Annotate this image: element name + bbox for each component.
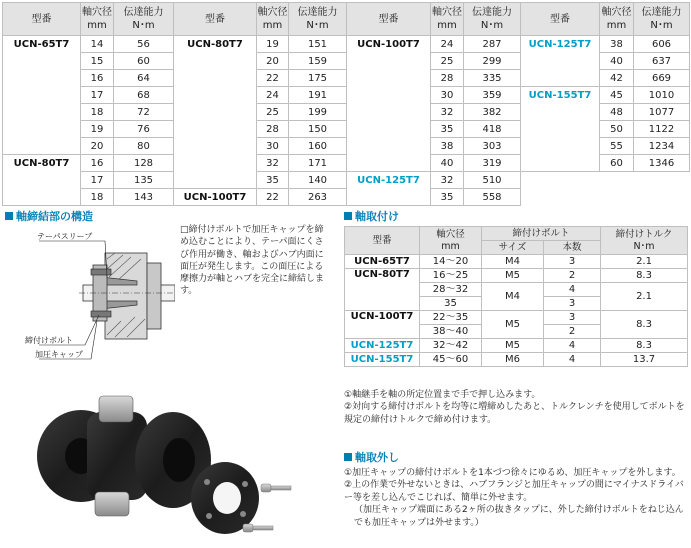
spec-capacity: 191 — [289, 87, 347, 104]
spec-header-bore: 軸穴径 mm — [81, 3, 114, 36]
spec-capacity: 159 — [289, 53, 347, 70]
square-bullet-icon — [344, 453, 352, 461]
spec-bore: 32 — [431, 104, 464, 121]
spec-bore: 17 — [81, 172, 114, 189]
spec-bore: 15 — [81, 53, 114, 70]
mounting-notes — [344, 389, 689, 426]
taper-sleeve-label: テーパスリーブ — [37, 232, 93, 241]
spec-header-capacity: 伝達能力 N･m — [289, 3, 347, 36]
spec-bore: 18 — [81, 189, 114, 206]
removal-note-2: ②上の作業で外せないときは、ハブフランジと加圧キャップの間にマイナスドライバー等を差し込んでこじれば、簡単に外せます。 — [344, 480, 684, 503]
spec-bore: 35 — [431, 189, 464, 206]
mounting-header-torque: 締付けトルク N･m — [601, 227, 688, 255]
mounting-row: 28〜32 M4 4 2.1 — [345, 283, 688, 297]
square-bullet-icon — [5, 212, 13, 220]
spec-bore: 18 — [81, 104, 114, 121]
spec-capacity: 606 — [634, 36, 690, 53]
spec-bore: 50 — [600, 121, 634, 138]
spec-capacity: 637 — [634, 53, 690, 70]
mounting-header-row — [345, 227, 688, 241]
coupling-cross-section-illustration — [5, 225, 175, 377]
mounting-row: UCN-100T7 22〜35 M5 3 8.3 — [345, 311, 688, 325]
structure-diagram — [5, 225, 175, 377]
spec-bore: 45 — [600, 87, 634, 104]
spec-model: UCN-100T7 — [174, 189, 257, 206]
spec-bore: 35 — [257, 172, 289, 189]
spec-capacity: 72 — [114, 104, 174, 121]
mounting-note-2: ②対向する締付けボルトを均等に増締めしたあと、トルクレンチを使用してボルトを規定の締付けトルクで締め付けます。 — [344, 402, 685, 425]
spec-capacity: 68 — [114, 87, 174, 104]
spec-capacity: 140 — [289, 172, 347, 189]
removal-heading: 軸取外し — [344, 449, 399, 465]
spec-capacity: 1234 — [634, 138, 690, 155]
spec-model: UCN-125T7 — [347, 172, 431, 189]
spec-header-model: 型番 — [3, 3, 81, 36]
mounting-header-count: 本数 — [544, 241, 601, 255]
mounting-row: UCN-65T7 14〜20 M4 3 2.1 — [345, 255, 688, 269]
spec-capacity: 1077 — [634, 104, 690, 121]
spec-capacity: 287 — [464, 36, 521, 53]
spec-bore: 30 — [431, 87, 464, 104]
spec-bore: 28 — [431, 70, 464, 87]
spec-capacity: 669 — [634, 70, 690, 87]
product-photo — [3, 384, 330, 546]
spec-capacity: 1346 — [634, 155, 690, 172]
spec-bore: 28 — [257, 121, 289, 138]
spec-row — [3, 189, 690, 206]
spec-capacity: 171 — [289, 155, 347, 172]
spec-bore: 19 — [257, 36, 289, 53]
square-bullet-icon — [344, 212, 352, 220]
spec-bore: 32 — [257, 155, 289, 172]
mounting-header-bore: 軸穴径 mm — [420, 227, 482, 255]
spec-bore: 38 — [431, 138, 464, 155]
spec-bore: 25 — [257, 104, 289, 121]
spec-bore: 55 — [600, 138, 634, 155]
spec-header-bore: 軸穴径 mm — [257, 3, 289, 36]
mounting-header-size: サイズ — [482, 241, 544, 255]
removal-note-1: ①加圧キャップの締付けボルトを1本づつ徐々にゆるめ、加圧キャップを外します。 — [344, 468, 681, 478]
spec-header-model: 型番 — [174, 3, 257, 36]
spec-row — [3, 104, 690, 121]
spec-bore: 16 — [81, 70, 114, 87]
spec-model: UCN-80T7 — [174, 36, 257, 53]
spec-bore: 42 — [600, 70, 634, 87]
spec-model: UCN-125T7 — [521, 36, 600, 53]
spec-row — [3, 121, 690, 138]
spec-bore: 17 — [81, 87, 114, 104]
removal-note-3: （加圧キャップ端面にある2ヶ所の抜きタップに、外した締付けボルトをねじ込んでも加圧キャップは外せます。） — [354, 505, 684, 528]
spec-bore: 22 — [257, 70, 289, 87]
spec-bore: 48 — [600, 104, 634, 121]
coupling-product-illustration — [3, 384, 330, 546]
spec-bore: 25 — [431, 53, 464, 70]
mounting-note-1: ①軸継手を軸の所定位置まで手で押し込みます。 — [344, 390, 541, 400]
spec-header-capacity: 伝達能力 N･m — [114, 3, 174, 36]
spec-header-model: 型番 — [347, 3, 431, 36]
spec-capacity: 1010 — [634, 87, 690, 104]
spec-capacity: 382 — [464, 104, 521, 121]
spec-bore: 40 — [600, 53, 634, 70]
spec-bore: 24 — [431, 36, 464, 53]
spec-bore: 14 — [81, 36, 114, 53]
spec-bore: 22 — [257, 189, 289, 206]
spec-header-capacity: 伝達能力 N･m — [464, 3, 521, 36]
spec-capacity: 299 — [464, 53, 521, 70]
spec-bore: 38 — [600, 36, 634, 53]
spec-capacity: 418 — [464, 121, 521, 138]
mounting-row: UCN-80T7 16〜25 M5 2 8.3 — [345, 269, 688, 283]
spec-row — [3, 36, 690, 53]
spec-table — [2, 2, 690, 206]
spec-capacity: 175 — [289, 70, 347, 87]
spec-bore: 32 — [431, 172, 464, 189]
spec-capacity: 135 — [114, 172, 174, 189]
spec-row — [3, 155, 690, 172]
spec-bore: 40 — [431, 155, 464, 172]
spec-model: UCN-100T7 — [347, 36, 431, 53]
mounting-row: UCN-125T7 32〜42 M5 4 8.3 — [345, 339, 688, 353]
pressure-cap-label: 加圧キャップ — [35, 350, 83, 359]
spec-capacity: 263 — [289, 189, 347, 206]
spec-capacity: 128 — [114, 155, 174, 172]
spec-capacity: 510 — [464, 172, 521, 189]
spec-capacity: 160 — [289, 138, 347, 155]
spec-capacity: 359 — [464, 87, 521, 104]
spec-bore: 24 — [257, 87, 289, 104]
spec-bore: 19 — [81, 121, 114, 138]
spec-capacity: 558 — [464, 189, 521, 206]
spec-bore: 35 — [431, 121, 464, 138]
spec-capacity: 143 — [114, 189, 174, 206]
mounting-row: 38〜40 2 — [345, 325, 688, 339]
spec-bore: 60 — [600, 155, 634, 172]
spec-bore: 30 — [257, 138, 289, 155]
spec-row — [3, 70, 690, 87]
spec-capacity: 151 — [289, 36, 347, 53]
spec-row — [3, 87, 690, 104]
spec-header-bore: 軸穴径 mm — [431, 3, 464, 36]
spec-row — [3, 138, 690, 155]
spec-capacity: 80 — [114, 138, 174, 155]
clamp-bolt-label: 締付けボルト — [25, 336, 73, 345]
spec-capacity: 1122 — [634, 121, 690, 138]
spec-capacity: 64 — [114, 70, 174, 87]
mounting-header-bolt: 締付けボルト — [482, 227, 601, 241]
removal-notes — [344, 467, 689, 529]
spec-capacity: 76 — [114, 121, 174, 138]
spec-row — [3, 172, 690, 189]
spec-capacity: 319 — [464, 155, 521, 172]
spec-capacity: 335 — [464, 70, 521, 87]
spec-header-model: 型番 — [521, 3, 600, 36]
mounting-heading: 軸取付け — [344, 208, 399, 224]
spec-capacity: 150 — [289, 121, 347, 138]
spec-header-capacity: 伝達能力 N･m — [634, 3, 690, 36]
mounting-row: UCN-155T7 45〜60 M6 4 13.7 — [345, 353, 688, 367]
mounting-table — [344, 226, 688, 367]
mounting-header-model: 型番 — [345, 227, 420, 255]
spec-bore: 20 — [81, 138, 114, 155]
spec-model: UCN-155T7 — [521, 87, 600, 104]
spec-capacity: 56 — [114, 36, 174, 53]
spec-model: UCN-65T7 — [3, 36, 81, 53]
spec-row — [3, 53, 690, 70]
spec-header-bore: 軸穴径 mm — [600, 3, 634, 36]
spec-bore: 20 — [257, 53, 289, 70]
spec-capacity: 60 — [114, 53, 174, 70]
spec-model: UCN-80T7 — [3, 155, 81, 172]
mounting-row: 35 3 — [345, 297, 688, 311]
structure-description: □締付けボルトで加圧キャップを締め込むことにより、テーパ面にくさび作用が働き、軸およびハブ内面に面圧が発生します。この面圧による摩擦力が軸とハブを完全に締結します。 — [180, 225, 325, 297]
structure-heading: 軸締結部の構造 — [5, 208, 93, 224]
spec-capacity: 303 — [464, 138, 521, 155]
spec-bore: 16 — [81, 155, 114, 172]
spec-header-row — [3, 3, 690, 36]
spec-capacity: 199 — [289, 104, 347, 121]
